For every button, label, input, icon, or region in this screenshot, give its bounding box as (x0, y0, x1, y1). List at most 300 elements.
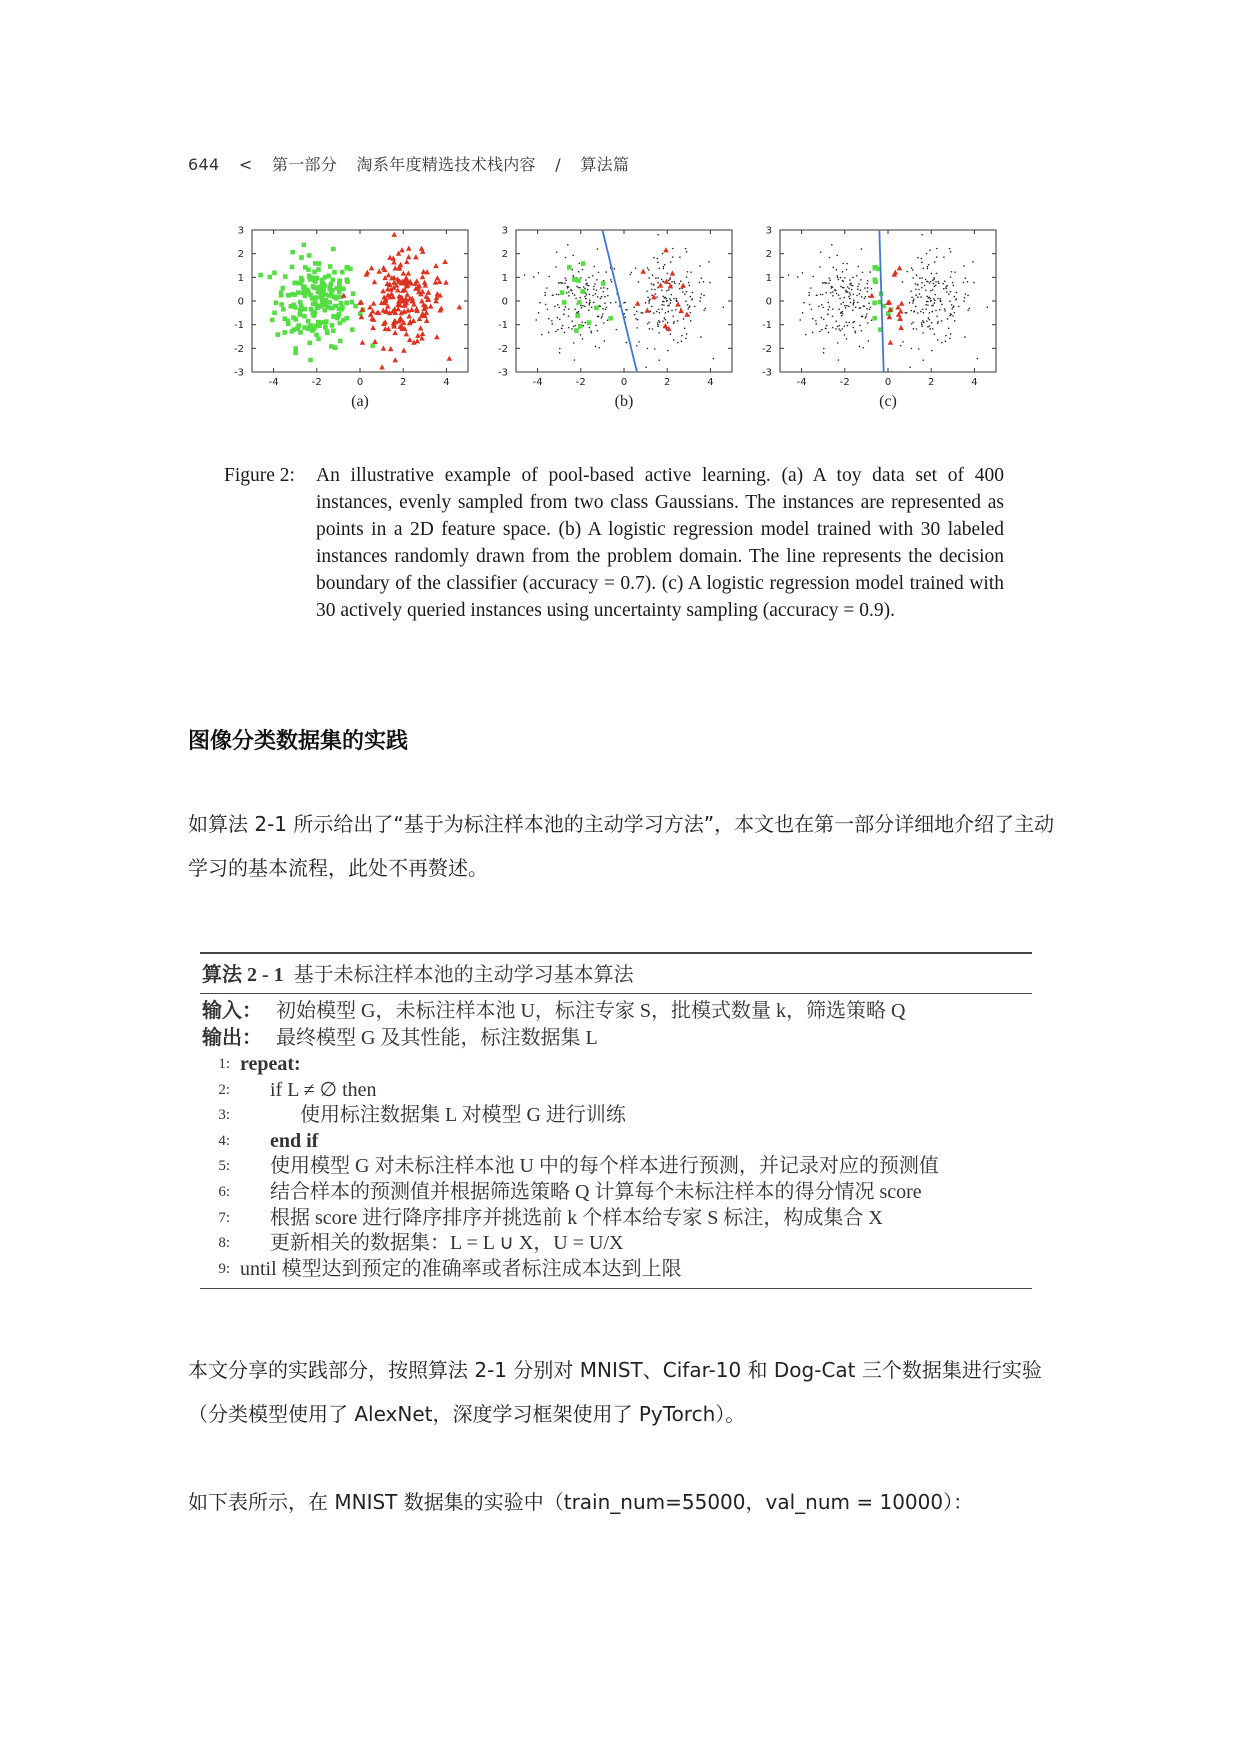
unlabeled-point (544, 292, 546, 294)
class-a-point (325, 329, 330, 334)
unlabeled-point (568, 308, 570, 310)
class-a-point (314, 295, 319, 300)
unlabeled-point (671, 281, 673, 283)
unlabeled-point (823, 319, 825, 321)
unlabeled-point (855, 332, 857, 334)
class-a-point (281, 286, 286, 291)
unlabeled-point (583, 325, 585, 327)
unlabeled-point (808, 294, 810, 296)
unlabeled-point (593, 288, 595, 290)
unlabeled-point (857, 286, 859, 288)
unlabeled-point (837, 342, 839, 344)
unlabeled-point (929, 282, 931, 284)
unlabeled-point (565, 306, 567, 308)
unlabeled-point (829, 279, 831, 281)
algorithm-step (200, 1206, 1032, 1232)
scatter-panel (234, 226, 468, 411)
unlabeled-point (911, 297, 913, 299)
class-a-point (329, 306, 334, 311)
unlabeled-point (951, 271, 953, 273)
unlabeled-point (900, 345, 902, 347)
unlabeled-point (595, 325, 597, 327)
unlabeled-point (944, 340, 946, 342)
header-divider: / (555, 155, 561, 174)
class-a-point (330, 323, 335, 328)
unlabeled-point (939, 309, 941, 311)
unlabeled-point (921, 282, 923, 284)
class-a-point (299, 276, 304, 281)
input-label: 输入： (202, 1000, 262, 1022)
unlabeled-point (635, 267, 637, 269)
unlabeled-point (808, 292, 810, 294)
scatter-panels (224, 222, 1024, 422)
unlabeled-point (821, 304, 823, 306)
unlabeled-point (864, 298, 866, 300)
unlabeled-point (920, 311, 922, 313)
unlabeled-point (840, 330, 842, 332)
unlabeled-point (868, 302, 870, 304)
unlabeled-point (847, 325, 849, 327)
unlabeled-point (589, 301, 591, 303)
unlabeled-point (556, 294, 558, 296)
unlabeled-point (919, 293, 921, 295)
unlabeled-point (852, 309, 854, 311)
class-a-point (306, 319, 311, 324)
class-a-point (329, 344, 334, 349)
unlabeled-point (835, 328, 837, 330)
unlabeled-point (538, 272, 540, 274)
unlabeled-point (607, 319, 609, 321)
step-number: 5: (218, 1158, 230, 1175)
unlabeled-point (674, 283, 676, 285)
unlabeled-point (799, 319, 801, 321)
unlabeled-point (602, 308, 604, 310)
class-a-labeled-point (872, 301, 877, 306)
unlabeled-point (926, 320, 928, 322)
caption-text: An illustrative example of pool-based active learning. (a) A toy data set of 400 instances, evenly sampled from two class Gaussians. The instances are represented as points in a 2D feature space. (b) A logistic regression model trained with 30 labeled instances randomly drawn from the problem domain. The line represents the decision boundary of the classifier (accuracy = 0.7). (c) A logistic regression model trained with 30 actively queried instances using uncertainty sampling (accuracy = 0.9). (316, 465, 1004, 621)
unlabeled-point (949, 300, 951, 302)
unlabeled-point (828, 332, 830, 334)
unlabeled-point (670, 302, 672, 304)
class-a-point (258, 273, 263, 278)
class-a-point (370, 343, 375, 348)
unlabeled-point (595, 293, 597, 295)
unlabeled-point (661, 289, 663, 291)
class-a-point (350, 300, 355, 305)
class-a-point (324, 319, 329, 324)
unlabeled-point (573, 326, 575, 328)
unlabeled-point (922, 308, 924, 310)
unlabeled-point (650, 310, 652, 312)
unlabeled-point (557, 304, 559, 306)
unlabeled-point (950, 276, 952, 278)
class-a-point (332, 270, 337, 275)
unlabeled-point (602, 313, 604, 315)
unlabeled-point (703, 281, 705, 283)
unlabeled-point (939, 298, 941, 300)
unlabeled-point (584, 322, 586, 324)
unlabeled-point (548, 332, 550, 334)
unlabeled-point (845, 307, 847, 309)
unlabeled-point (950, 291, 952, 293)
class-a-labeled-point (560, 290, 565, 295)
unlabeled-point (862, 271, 864, 273)
y-tick-label: -2 (498, 343, 508, 355)
unlabeled-point (538, 312, 540, 314)
unlabeled-point (851, 284, 853, 286)
unlabeled-point (927, 266, 929, 268)
unlabeled-point (838, 308, 840, 310)
unlabeled-point (648, 277, 650, 279)
unlabeled-point (647, 348, 649, 350)
unlabeled-point (840, 312, 842, 314)
figure-caption (224, 462, 1004, 624)
unlabeled-point (663, 297, 665, 299)
unlabeled-point (557, 329, 559, 331)
class-a-point (294, 280, 299, 285)
unlabeled-point (656, 311, 658, 313)
class-a-point (296, 290, 301, 295)
class-a-point (302, 314, 307, 319)
algorithm-step (200, 1129, 1032, 1155)
unlabeled-point (558, 294, 560, 296)
unlabeled-point (556, 251, 558, 253)
section-heading: 图像分类数据集的实践 (188, 729, 409, 754)
unlabeled-point (588, 294, 590, 296)
unlabeled-point (651, 294, 653, 296)
unlabeled-point (849, 292, 851, 294)
unlabeled-point (829, 306, 831, 308)
unlabeled-point (925, 308, 927, 310)
unlabeled-point (651, 283, 653, 285)
unlabeled-point (865, 317, 867, 319)
unlabeled-point (574, 308, 576, 310)
unlabeled-point (713, 358, 715, 360)
unlabeled-point (664, 317, 666, 319)
unlabeled-point (565, 257, 567, 259)
unlabeled-point (589, 327, 591, 329)
y-tick-label: -3 (762, 367, 772, 379)
unlabeled-point (708, 261, 710, 263)
unlabeled-point (853, 327, 855, 329)
y-tick-label: 2 (501, 249, 508, 261)
unlabeled-point (636, 327, 638, 329)
algorithm-step (200, 1052, 1032, 1078)
unlabeled-point (586, 282, 588, 284)
unlabeled-point (866, 283, 868, 285)
step-number: 6: (218, 1183, 230, 1200)
unlabeled-point (557, 317, 559, 319)
unlabeled-point (559, 352, 561, 354)
unlabeled-point (589, 304, 591, 306)
class-a-point (312, 269, 317, 274)
unlabeled-point (688, 306, 690, 308)
class-a-point (353, 304, 358, 309)
unlabeled-point (591, 332, 593, 334)
unlabeled-point (568, 327, 570, 329)
y-tick-label: 1 (765, 272, 772, 284)
algorithm-step (200, 1257, 1032, 1283)
step-text: 使用模型 G 对未标注样本池 U 中的每个样本进行预测，并记录对应的预测值 (270, 1155, 939, 1178)
unlabeled-point (843, 281, 845, 283)
unlabeled-point (940, 300, 942, 302)
class-a-point (341, 286, 346, 291)
unlabeled-point (925, 304, 927, 306)
unlabeled-point (634, 314, 636, 316)
unlabeled-point (937, 298, 939, 300)
class-a-labeled-point (577, 300, 582, 305)
unlabeled-point (578, 271, 580, 273)
unlabeled-point (595, 346, 597, 348)
class-a-point (290, 265, 295, 270)
unlabeled-point (701, 293, 703, 295)
unlabeled-point (683, 318, 685, 320)
unlabeled-point (585, 294, 587, 296)
class-a-point (316, 267, 321, 272)
class-a-labeled-point (562, 300, 567, 305)
unlabeled-point (674, 281, 676, 283)
unlabeled-point (666, 290, 668, 292)
unlabeled-point (694, 306, 696, 308)
unlabeled-point (832, 315, 834, 317)
unlabeled-point (945, 335, 947, 337)
unlabeled-point (848, 288, 850, 290)
unlabeled-point (578, 287, 580, 289)
unlabeled-point (820, 251, 822, 253)
unlabeled-point (958, 306, 960, 308)
unlabeled-point (844, 277, 846, 279)
class-a-point (316, 320, 321, 325)
unlabeled-point (865, 296, 867, 298)
unlabeled-point (700, 297, 702, 299)
unlabeled-point (827, 313, 829, 315)
x-tick-label: -4 (532, 377, 543, 388)
unlabeled-point (673, 321, 675, 323)
unlabeled-point (935, 285, 937, 287)
unlabeled-point (686, 251, 688, 253)
unlabeled-point (645, 366, 647, 368)
unlabeled-point (913, 298, 915, 300)
unlabeled-point (921, 326, 923, 328)
unlabeled-point (941, 304, 943, 306)
unlabeled-point (802, 272, 804, 274)
unlabeled-point (964, 336, 966, 338)
unlabeled-point (594, 283, 596, 285)
unlabeled-point (615, 301, 617, 303)
unlabeled-point (832, 327, 834, 329)
paragraph-2: 本文分享的实践部分，按照算法 2-1 分别对 MNIST、Cifar-10 和 Dog-Cat 三个数据集进行实验（分类模型使用了 AlexNet，深度学习框架使用了 PyTorch）。 (188, 1358, 1042, 1426)
unlabeled-point (850, 282, 852, 284)
unlabeled-point (659, 321, 661, 323)
unlabeled-point (586, 302, 588, 304)
x-tick-label: 4 (971, 377, 978, 388)
algorithm-mid-rule (200, 993, 1032, 994)
unlabeled-point (950, 314, 952, 316)
unlabeled-point (927, 297, 929, 299)
unlabeled-point (616, 329, 618, 331)
unlabeled-point (665, 312, 667, 314)
class-a-point (331, 328, 336, 333)
unlabeled-point (593, 286, 595, 288)
unlabeled-point (936, 248, 938, 250)
unlabeled-point (687, 271, 689, 273)
unlabeled-point (559, 282, 561, 284)
unlabeled-point (809, 304, 811, 306)
unlabeled-point (661, 304, 663, 306)
y-tick-label: 0 (237, 296, 244, 308)
unlabeled-point (571, 320, 573, 322)
unlabeled-point (952, 282, 954, 284)
unlabeled-point (863, 347, 865, 349)
unlabeled-point (846, 269, 848, 271)
unlabeled-point (670, 294, 672, 296)
unlabeled-point (551, 323, 553, 325)
class-a-point (339, 301, 344, 306)
unlabeled-point (859, 325, 861, 327)
unlabeled-point (559, 319, 561, 321)
class-a-point (313, 279, 318, 284)
unlabeled-point (574, 294, 576, 296)
unlabeled-point (848, 322, 850, 324)
unlabeled-point (691, 298, 693, 300)
unlabeled-point (871, 319, 873, 321)
unlabeled-point (584, 306, 586, 308)
unlabeled-point (564, 332, 566, 334)
step-number: 8: (218, 1235, 230, 1252)
unlabeled-point (827, 302, 829, 304)
unlabeled-point (867, 322, 869, 324)
unlabeled-point (699, 300, 701, 302)
unlabeled-point (946, 291, 948, 293)
class-a-point (344, 301, 349, 306)
unlabeled-point (916, 328, 918, 330)
unlabeled-point (869, 271, 871, 273)
class-a-labeled-point (580, 289, 585, 294)
class-a-point (351, 291, 356, 296)
unlabeled-point (920, 258, 922, 260)
unlabeled-point (922, 267, 924, 269)
unlabeled-point (826, 325, 828, 327)
unlabeled-point (812, 276, 814, 278)
unlabeled-point (539, 302, 541, 304)
unlabeled-point (847, 286, 849, 288)
unlabeled-point (658, 359, 660, 361)
unlabeled-point (828, 277, 830, 279)
unlabeled-point (815, 320, 817, 322)
unlabeled-point (672, 256, 674, 258)
unlabeled-point (533, 276, 535, 278)
class-a-point (319, 294, 324, 299)
unlabeled-point (936, 315, 938, 317)
unlabeled-point (941, 320, 943, 322)
algorithm-label: 算法 2 - 1 (202, 964, 284, 986)
unlabeled-point (965, 293, 967, 295)
unlabeled-point (950, 333, 952, 335)
unlabeled-point (921, 234, 923, 236)
unlabeled-point (915, 283, 917, 285)
unlabeled-point (934, 261, 936, 263)
unlabeled-point (931, 311, 933, 313)
class-a-point (316, 337, 321, 342)
unlabeled-point (596, 279, 598, 281)
unlabeled-point (662, 320, 664, 322)
class-a-labeled-point (574, 328, 579, 333)
unlabeled-point (661, 279, 663, 281)
unlabeled-point (685, 338, 687, 340)
unlabeled-point (844, 305, 846, 307)
unlabeled-point (648, 302, 650, 304)
unlabeled-point (658, 267, 660, 269)
algorithm-step (200, 1154, 1032, 1180)
unlabeled-point (935, 281, 937, 283)
unlabeled-point (942, 283, 944, 285)
header-separator: < (238, 155, 253, 174)
unlabeled-point (925, 289, 927, 291)
unlabeled-point (623, 302, 625, 304)
unlabeled-point (631, 272, 633, 274)
unlabeled-point (675, 298, 677, 300)
unlabeled-point (677, 320, 679, 322)
unlabeled-point (934, 294, 936, 296)
unlabeled-point (555, 266, 557, 268)
unlabeled-point (902, 281, 904, 283)
unlabeled-point (582, 338, 584, 340)
unlabeled-point (651, 306, 653, 308)
y-tick-label: -3 (234, 367, 244, 379)
unlabeled-point (943, 256, 945, 258)
unlabeled-point (585, 298, 587, 300)
unlabeled-point (843, 297, 845, 299)
unlabeled-point (926, 281, 928, 283)
unlabeled-point (842, 313, 844, 315)
unlabeled-point (938, 283, 940, 285)
unlabeled-point (665, 319, 667, 321)
unlabeled-point (820, 294, 822, 296)
unlabeled-point (677, 342, 679, 344)
step-text: 更新相关的数据集：L = L ∪ X，U = U/X (270, 1232, 624, 1255)
unlabeled-point (838, 279, 840, 281)
unlabeled-point (921, 287, 923, 289)
unlabeled-point (911, 267, 913, 269)
unlabeled-point (601, 296, 603, 298)
unlabeled-point (614, 268, 616, 270)
unlabeled-point (846, 305, 848, 307)
unlabeled-point (967, 309, 969, 311)
unlabeled-point (838, 359, 840, 361)
unlabeled-point (861, 248, 863, 250)
unlabeled-point (663, 266, 665, 268)
unlabeled-point (859, 307, 861, 309)
unlabeled-point (843, 287, 845, 289)
unlabeled-point (585, 292, 587, 294)
unlabeled-point (927, 326, 929, 328)
unlabeled-point (852, 277, 854, 279)
unlabeled-point (558, 307, 560, 309)
unlabeled-point (934, 300, 936, 302)
class-a-labeled-point (572, 277, 577, 282)
unlabeled-point (588, 277, 590, 279)
unlabeled-point (580, 305, 582, 307)
unlabeled-point (802, 312, 804, 314)
x-tick-label: 4 (707, 377, 714, 388)
unlabeled-point (922, 359, 924, 361)
unlabeled-point (657, 234, 659, 236)
unlabeled-point (911, 310, 913, 312)
class-a-point (344, 277, 349, 282)
unlabeled-point (822, 282, 824, 284)
unlabeled-point (812, 332, 814, 334)
unlabeled-point (699, 265, 701, 267)
